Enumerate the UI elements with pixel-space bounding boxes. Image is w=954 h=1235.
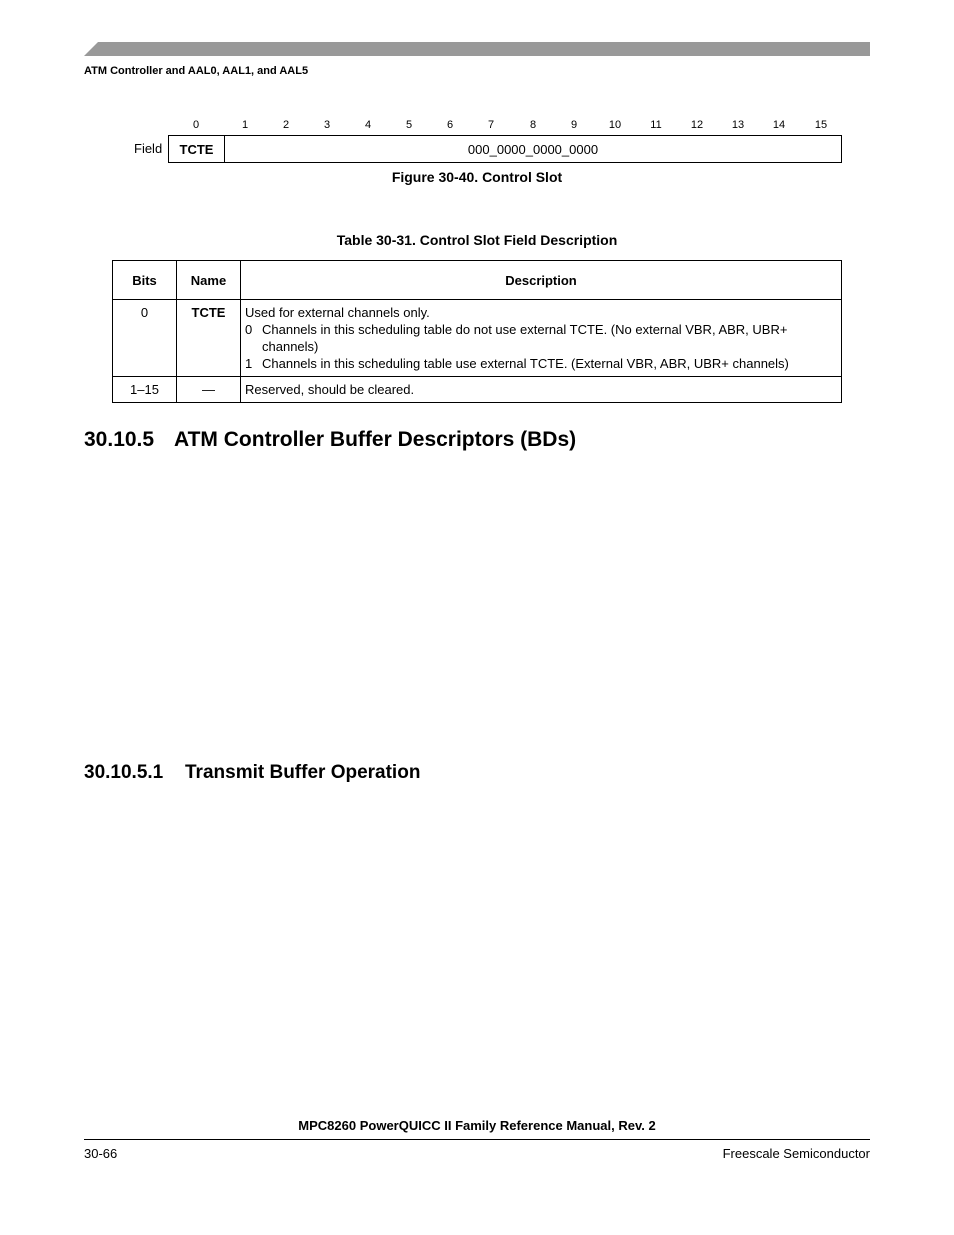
table-caption: Table 30-31. Control Slot Field Description (336, 232, 618, 248)
register-field-tcte: TCTE (169, 136, 225, 162)
table-row (113, 377, 842, 403)
bit-number: 15 (814, 119, 828, 131)
column-header-name: Name (177, 261, 241, 300)
footer-title: MPC8260 PowerQUICC II Family Reference Manual, Rev. 2 (298, 1118, 656, 1133)
bit-number: 14 (772, 119, 786, 131)
table-row (113, 300, 842, 377)
figure-caption: Figure 30-40. Control Slot (391, 169, 563, 185)
subsection-number: 30.10.5.1 (84, 762, 164, 783)
cell-name: — (177, 377, 241, 403)
description-intro: Used for external channels only. (245, 305, 430, 320)
item-number: 1 (245, 356, 253, 371)
bit-number: 10 (608, 119, 622, 131)
section-title: ATM Controller Buffer Descriptors (BDs) (174, 428, 577, 451)
bit-number-row (168, 119, 842, 133)
description-item (245, 355, 837, 372)
running-head: ATM Controller and AAL0, AAL1, and AAL5 (84, 65, 309, 77)
item-text: Channels in this scheduling table do not use external TCTE. (No external VBR, ABR, UBR+ channels) (262, 322, 788, 354)
field-label: Field (134, 141, 163, 156)
page-number: 30-66 (84, 1146, 118, 1161)
header-bar-shape (84, 42, 870, 56)
cell-name: TCTE (177, 300, 241, 377)
bit-number: 2 (282, 119, 290, 131)
cell-description: Reserved, should be cleared. (241, 377, 842, 403)
bit-number: 7 (487, 119, 495, 131)
bit-number: 12 (690, 119, 704, 131)
bit-number: 11 (650, 119, 662, 131)
item-number: 0 (245, 322, 253, 337)
company-name: Freescale Semiconductor (722, 1146, 870, 1161)
description-item (245, 321, 837, 355)
section-heading (84, 428, 576, 452)
subsection-heading (84, 762, 420, 784)
bit-number: 9 (570, 119, 578, 131)
column-header-description: Description (241, 261, 842, 300)
field-description-table (112, 260, 842, 403)
bit-number: 3 (323, 119, 331, 131)
register-diagram (168, 135, 842, 163)
column-header-bits: Bits (113, 261, 177, 300)
table-header-row (113, 261, 842, 300)
bit-number: 6 (446, 119, 454, 131)
bit-number: 0 (192, 119, 200, 131)
register-field-reserved: 000_0000_0000_0000 (467, 141, 599, 157)
header-bar (84, 42, 870, 56)
bit-number: 13 (731, 119, 745, 131)
bit-number: 5 (405, 119, 413, 131)
bit-number: 8 (529, 119, 537, 131)
section-number: 30.10.5 (84, 428, 155, 451)
cell-bits: 1–15 (113, 377, 177, 403)
cell-bits: 0 (113, 300, 177, 377)
bit-number: 1 (241, 119, 249, 131)
bit-number: 4 (364, 119, 372, 131)
item-text: Channels in this scheduling table use external TCTE. (External VBR, ABR, UBR+ channels) (262, 356, 789, 371)
footer-divider (84, 1139, 870, 1140)
cell-description (241, 300, 842, 377)
subsection-title: Transmit Buffer Operation (185, 762, 421, 783)
